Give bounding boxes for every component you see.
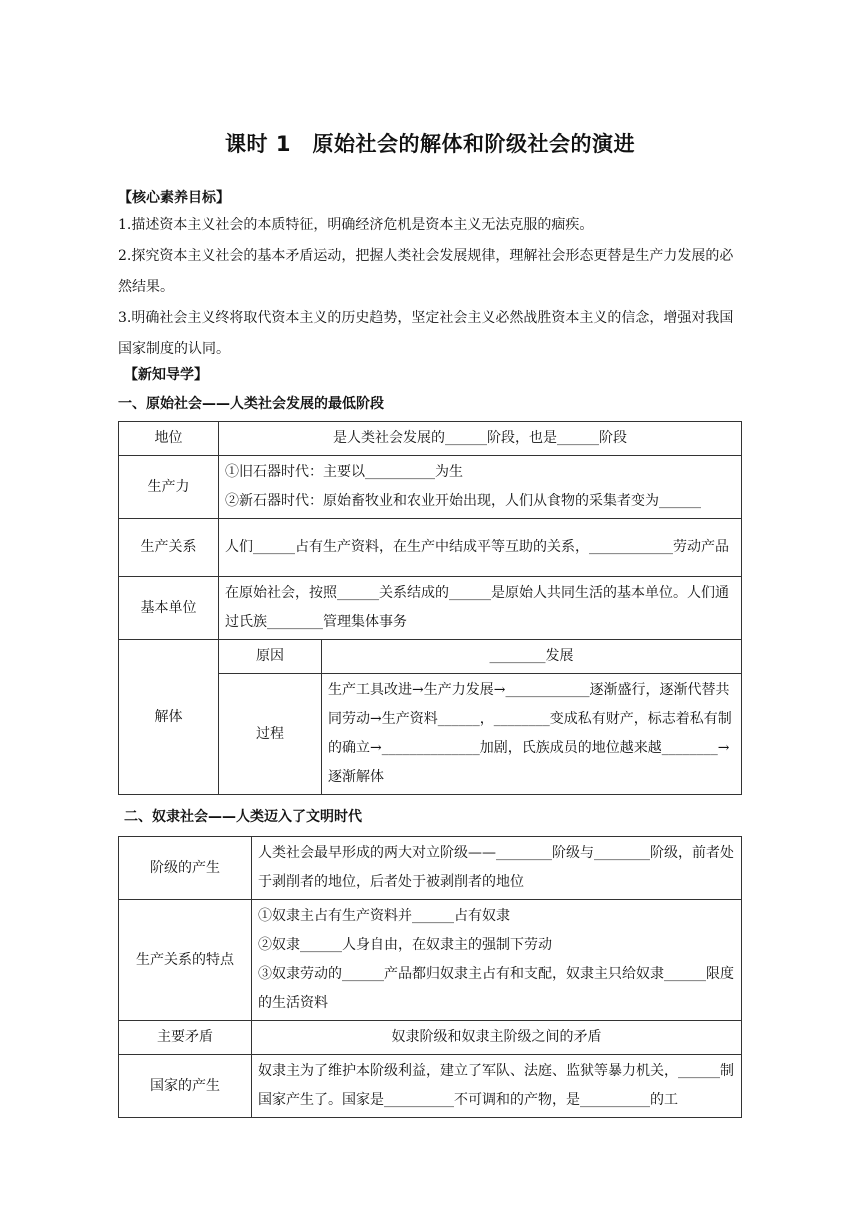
class-cell: 人类社会最早形成的两大对立阶级——________阶级与________阶级，前者处于剥削者的地位，后者处于被剥削者的地位 [252, 837, 742, 900]
process-label: 过程 [219, 674, 322, 795]
features-label: 生产关系的特点 [119, 900, 252, 1021]
status-label: 地位 [119, 422, 219, 456]
goal-item-1: 1.描述资本主义社会的本质特征，明确经济危机是资本主义无法克服的痼疾。 [118, 217, 594, 233]
status-cell: 是人类社会发展的______阶段，也是______阶段 [219, 422, 742, 456]
features-cell [252, 900, 742, 1021]
process-cell: 生产工具改进→生产力发展→____________逐渐盛行，逐渐代替共同劳动→生产资料______，________变成私有财产，标志着私有制的确立→______________加剧，氏族成员的地位越来越________→逐渐解体 [322, 674, 742, 795]
class-label: 阶级的产生 [119, 837, 252, 900]
features-line-3: ③奴隶劳动的______产品都归奴隶主占有和支配，奴隶主只给奴隶______限度的生活资料 [258, 966, 734, 1011]
relations-label: 生产关系 [119, 519, 219, 577]
productivity-line-2: ②新石器时代：原始畜牧业和农业开始出现，人们从食物的采集者变为______ [225, 493, 701, 509]
features-line-1: ①奴隶主占有生产资料并______占有奴隶 [258, 908, 510, 924]
productivity-line-1: ①旧石器时代：主要以__________为生 [225, 464, 463, 480]
cause-cell: ________发展 [322, 640, 742, 674]
goal-item-2: 2.探究资本主义社会的基本矛盾运动，把握人类社会发展规律，理解社会形态更替是生产力发展的必然结果。 [118, 248, 734, 295]
slave-society-table [118, 836, 742, 1118]
contradiction-label: 主要矛盾 [119, 1021, 252, 1055]
goal-item-3: 3.明确社会主义终将取代资本主义的历史趋势，坚定社会主义必然战胜资本主义的信念，增强对我国国家制度的认同。 [118, 310, 734, 357]
goals-heading: 【核心素养目标】 [118, 190, 230, 206]
unit-label: 基本单位 [119, 577, 219, 640]
relations-cell: 人们______占有生产资料，在生产中结成平等互助的关系，____________劳动产品 [219, 519, 742, 577]
productivity-cell [219, 456, 742, 519]
productivity-label: 生产力 [119, 456, 219, 519]
unit-cell: 在原始社会，按照______关系结成的______是原始人共同生活的基本单位。人们通过氏族________管理集体事务 [219, 577, 742, 640]
guide-heading: 【新知导学】 [124, 367, 208, 383]
lesson-title: 课时 1 原始社会的解体和阶级社会的演进 [225, 132, 635, 156]
cause-label: 原因 [219, 640, 322, 674]
contradiction-cell: 奴隶阶级和奴隶主阶级之间的矛盾 [252, 1021, 742, 1055]
section2-heading: 二、奴隶社会——人类迈入了文明时代 [124, 809, 362, 825]
collapse-label: 解体 [119, 640, 219, 795]
section1-heading: 一、原始社会——人类社会发展的最低阶段 [118, 396, 384, 412]
primitive-society-table [118, 421, 742, 795]
features-line-2: ②奴隶______人身自由，在奴隶主的强制下劳动 [258, 937, 552, 953]
state-cell: 奴隶主为了维护本阶级利益，建立了军队、法庭、监狱等暴力机关，______制国家产生了。国家是__________不可调和的产物，是__________的工 [252, 1055, 742, 1118]
state-label: 国家的产生 [119, 1055, 252, 1118]
